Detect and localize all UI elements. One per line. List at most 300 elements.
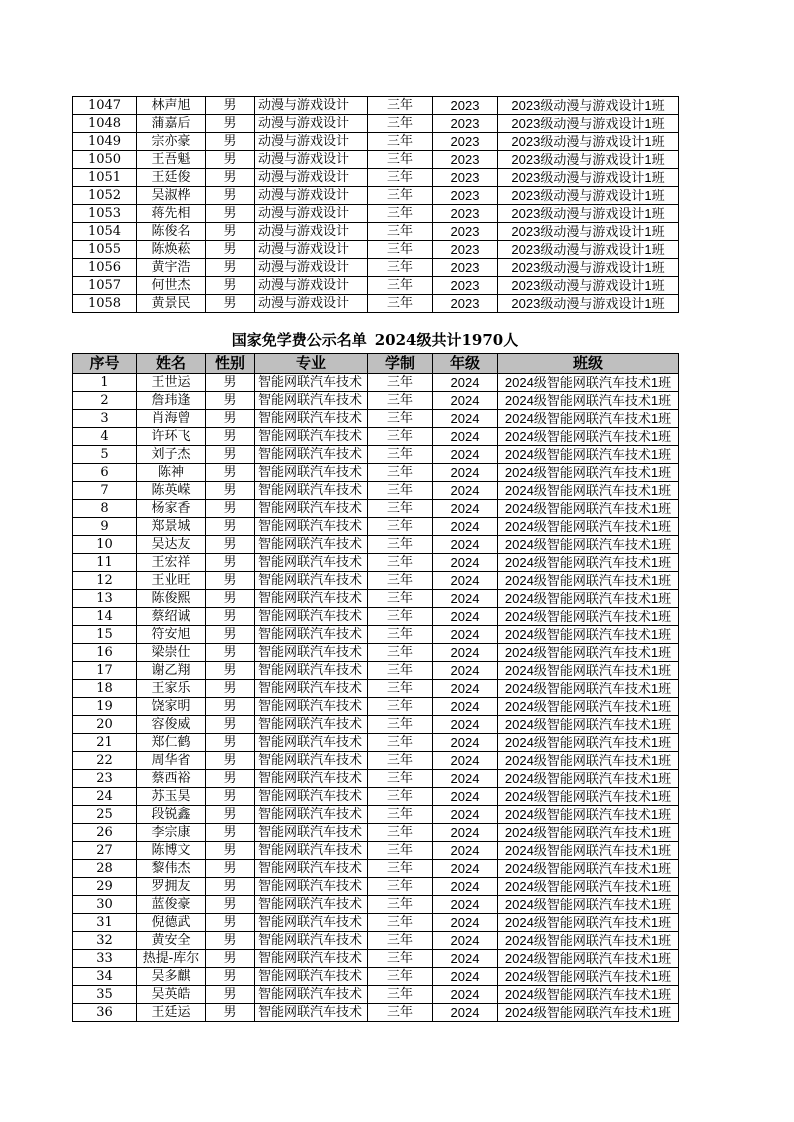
cell-no: 10 <box>73 536 137 554</box>
header-row <box>73 354 679 374</box>
cell-class: 2024级智能网联汽车技术1班 <box>498 500 679 518</box>
cell-major: 智能网联汽车技术 <box>255 428 368 446</box>
cell-duration: 三年 <box>368 824 433 842</box>
cell-sex: 男 <box>206 590 255 608</box>
header-no: 序号 <box>73 354 137 374</box>
table-row <box>73 1004 679 1022</box>
cell-no: 1049 <box>73 133 137 151</box>
cell-duration: 三年 <box>368 482 433 500</box>
cell-duration: 三年 <box>368 698 433 716</box>
table-row <box>73 133 679 151</box>
cell-major: 智能网联汽车技术 <box>255 788 368 806</box>
cell-class: 2023级动漫与游戏设计1班 <box>498 259 679 277</box>
cell-no: 1053 <box>73 205 137 223</box>
cell-name: 黄安全 <box>137 932 206 950</box>
cell-grade: 2023 <box>433 133 498 151</box>
cell-name: 王宏祥 <box>137 554 206 572</box>
cell-class: 2024级智能网联汽车技术1班 <box>498 482 679 500</box>
cell-major: 智能网联汽车技术 <box>255 464 368 482</box>
table-row <box>73 446 679 464</box>
cell-grade: 2024 <box>433 950 498 968</box>
cell-major: 智能网联汽车技术 <box>255 824 368 842</box>
cell-major: 智能网联汽车技术 <box>255 842 368 860</box>
cell-major: 智能网联汽车技术 <box>255 806 368 824</box>
cell-duration: 三年 <box>368 932 433 950</box>
previous-page-table <box>72 96 679 313</box>
cell-duration: 三年 <box>368 680 433 698</box>
table-row <box>73 241 679 259</box>
cell-duration: 三年 <box>368 608 433 626</box>
cell-grade: 2024 <box>433 644 498 662</box>
table-row <box>73 464 679 482</box>
cell-class: 2024级智能网联汽车技术1班 <box>498 752 679 770</box>
cell-grade: 2024 <box>433 860 498 878</box>
cell-no: 12 <box>73 572 137 590</box>
cell-class: 2023级动漫与游戏设计1班 <box>498 115 679 133</box>
cell-major: 动漫与游戏设计 <box>255 295 368 313</box>
cell-duration: 三年 <box>368 295 433 313</box>
table-row <box>73 734 679 752</box>
cell-name: 饶家明 <box>137 698 206 716</box>
main-title <box>72 329 678 350</box>
main-table-body <box>73 374 679 1022</box>
cell-grade: 2024 <box>433 1004 498 1022</box>
cell-name: 李宗康 <box>137 824 206 842</box>
cell-class: 2024级智能网联汽车技术1班 <box>498 950 679 968</box>
cell-no: 15 <box>73 626 137 644</box>
table-row <box>73 806 679 824</box>
cell-major: 智能网联汽车技术 <box>255 1004 368 1022</box>
cell-class: 2023级动漫与游戏设计1班 <box>498 151 679 169</box>
cell-no: 27 <box>73 842 137 860</box>
cell-no: 1056 <box>73 259 137 277</box>
cell-no: 22 <box>73 752 137 770</box>
cell-major: 智能网联汽车技术 <box>255 986 368 1004</box>
cell-grade: 2024 <box>433 716 498 734</box>
table-row <box>73 374 679 392</box>
cell-sex: 男 <box>206 518 255 536</box>
cell-sex: 男 <box>206 428 255 446</box>
cell-major: 智能网联汽车技术 <box>255 770 368 788</box>
cell-grade: 2024 <box>433 374 498 392</box>
cell-major: 智能网联汽车技术 <box>255 968 368 986</box>
cell-grade: 2024 <box>433 428 498 446</box>
table-row <box>73 151 679 169</box>
cell-duration: 三年 <box>368 662 433 680</box>
cell-class: 2024级智能网联汽车技术1班 <box>498 626 679 644</box>
cell-no: 1054 <box>73 223 137 241</box>
cell-class: 2024级智能网联汽车技术1班 <box>498 428 679 446</box>
cell-duration: 三年 <box>368 187 433 205</box>
cell-major: 智能网联汽车技术 <box>255 932 368 950</box>
cell-grade: 2024 <box>433 518 498 536</box>
table-row <box>73 205 679 223</box>
cell-class: 2024级智能网联汽车技术1班 <box>498 896 679 914</box>
cell-sex: 男 <box>206 788 255 806</box>
cell-class: 2023级动漫与游戏设计1班 <box>498 169 679 187</box>
cell-name: 吴英皓 <box>137 986 206 1004</box>
cell-major: 智能网联汽车技术 <box>255 500 368 518</box>
cell-sex: 男 <box>206 410 255 428</box>
table-row <box>73 770 679 788</box>
table-row <box>73 277 679 295</box>
cell-name: 陈焕菘 <box>137 241 206 259</box>
cell-name: 陈神 <box>137 464 206 482</box>
table-row <box>73 878 679 896</box>
table-row <box>73 115 679 133</box>
table-row <box>73 680 679 698</box>
cell-duration: 三年 <box>368 788 433 806</box>
cell-duration: 三年 <box>368 806 433 824</box>
table-row <box>73 572 679 590</box>
cell-no: 18 <box>73 680 137 698</box>
cell-class: 2024级智能网联汽车技术1班 <box>498 986 679 1004</box>
cell-name: 热提-库尔 <box>137 950 206 968</box>
cell-major: 智能网联汽车技术 <box>255 374 368 392</box>
cell-no: 34 <box>73 968 137 986</box>
table-row <box>73 97 679 115</box>
cell-sex: 男 <box>206 554 255 572</box>
cell-sex: 男 <box>206 608 255 626</box>
cell-major: 动漫与游戏设计 <box>255 133 368 151</box>
cell-duration: 三年 <box>368 223 433 241</box>
cell-class: 2024级智能网联汽车技术1班 <box>498 680 679 698</box>
cell-grade: 2024 <box>433 968 498 986</box>
cell-grade: 2023 <box>433 241 498 259</box>
cell-sex: 男 <box>206 295 255 313</box>
cell-class: 2024级智能网联汽车技术1班 <box>498 410 679 428</box>
cell-name: 林声旭 <box>137 97 206 115</box>
cell-duration: 三年 <box>368 554 433 572</box>
cell-class: 2024级智能网联汽车技术1班 <box>498 536 679 554</box>
cell-no: 3 <box>73 410 137 428</box>
cell-grade: 2023 <box>433 223 498 241</box>
cell-name: 王世运 <box>137 374 206 392</box>
cell-name: 符安旭 <box>137 626 206 644</box>
cell-class: 2024级智能网联汽车技术1班 <box>498 788 679 806</box>
previous-page-table-body <box>73 97 679 313</box>
cell-major: 智能网联汽车技术 <box>255 716 368 734</box>
cell-no: 1047 <box>73 97 137 115</box>
cell-name: 谢乙翔 <box>137 662 206 680</box>
cell-name: 蓝俊豪 <box>137 896 206 914</box>
cell-class: 2024级智能网联汽车技术1班 <box>498 842 679 860</box>
table-row <box>73 295 679 313</box>
cell-major: 动漫与游戏设计 <box>255 115 368 133</box>
cell-grade: 2024 <box>433 698 498 716</box>
cell-class: 2024级智能网联汽车技术1班 <box>498 554 679 572</box>
cell-name: 王家乐 <box>137 680 206 698</box>
cell-major: 智能网联汽车技术 <box>255 896 368 914</box>
table-row <box>73 842 679 860</box>
cell-name: 梁崇仕 <box>137 644 206 662</box>
header-class: 班级 <box>498 354 679 374</box>
cell-sex: 男 <box>206 662 255 680</box>
cell-grade: 2024 <box>433 446 498 464</box>
cell-sex: 男 <box>206 770 255 788</box>
cell-grade: 2023 <box>433 205 498 223</box>
cell-no: 1052 <box>73 187 137 205</box>
table-row <box>73 860 679 878</box>
cell-no: 2 <box>73 392 137 410</box>
cell-no: 16 <box>73 644 137 662</box>
cell-name: 陈俊熙 <box>137 590 206 608</box>
cell-class: 2024级智能网联汽车技术1班 <box>498 644 679 662</box>
table-row <box>73 554 679 572</box>
cell-grade: 2023 <box>433 169 498 187</box>
cell-no: 26 <box>73 824 137 842</box>
header-sex: 性别 <box>206 354 255 374</box>
cell-sex: 男 <box>206 151 255 169</box>
cell-class: 2024级智能网联汽车技术1班 <box>498 590 679 608</box>
table-row <box>73 788 679 806</box>
cell-major: 智能网联汽车技术 <box>255 446 368 464</box>
cell-class: 2023级动漫与游戏设计1班 <box>498 187 679 205</box>
cell-no: 1048 <box>73 115 137 133</box>
main-subtitle-text: 2024级共计1970人 <box>374 331 519 349</box>
cell-major: 智能网联汽车技术 <box>255 392 368 410</box>
cell-class: 2024级智能网联汽车技术1班 <box>498 860 679 878</box>
cell-grade: 2024 <box>433 734 498 752</box>
cell-no: 1058 <box>73 295 137 313</box>
cell-name: 周华省 <box>137 752 206 770</box>
table-row <box>73 259 679 277</box>
cell-sex: 男 <box>206 205 255 223</box>
cell-name: 王业旺 <box>137 572 206 590</box>
table-row <box>73 392 679 410</box>
cell-major: 动漫与游戏设计 <box>255 97 368 115</box>
cell-grade: 2024 <box>433 590 498 608</box>
cell-grade: 2024 <box>433 680 498 698</box>
cell-duration: 三年 <box>368 986 433 1004</box>
cell-name: 罗拥友 <box>137 878 206 896</box>
cell-no: 4 <box>73 428 137 446</box>
cell-major: 动漫与游戏设计 <box>255 277 368 295</box>
cell-sex: 男 <box>206 716 255 734</box>
cell-grade: 2024 <box>433 662 498 680</box>
cell-class: 2024级智能网联汽车技术1班 <box>498 374 679 392</box>
cell-grade: 2024 <box>433 878 498 896</box>
cell-name: 杨家香 <box>137 500 206 518</box>
cell-duration: 三年 <box>368 752 433 770</box>
cell-sex: 男 <box>206 374 255 392</box>
cell-duration: 三年 <box>368 896 433 914</box>
cell-class: 2023级动漫与游戏设计1班 <box>498 277 679 295</box>
cell-sex: 男 <box>206 986 255 1004</box>
cell-grade: 2024 <box>433 626 498 644</box>
cell-no: 20 <box>73 716 137 734</box>
cell-duration: 三年 <box>368 374 433 392</box>
cell-name: 陈俊名 <box>137 223 206 241</box>
table-row <box>73 428 679 446</box>
cell-duration: 三年 <box>368 536 433 554</box>
cell-sex: 男 <box>206 482 255 500</box>
cell-major: 智能网联汽车技术 <box>255 608 368 626</box>
table-row <box>73 590 679 608</box>
cell-class: 2023级动漫与游戏设计1班 <box>498 223 679 241</box>
cell-class: 2024级智能网联汽车技术1班 <box>498 734 679 752</box>
cell-class: 2023级动漫与游戏设计1班 <box>498 133 679 151</box>
cell-major: 智能网联汽车技术 <box>255 536 368 554</box>
table-row <box>73 932 679 950</box>
cell-sex: 男 <box>206 223 255 241</box>
cell-sex: 男 <box>206 241 255 259</box>
cell-major: 动漫与游戏设计 <box>255 169 368 187</box>
cell-major: 智能网联汽车技术 <box>255 554 368 572</box>
cell-grade: 2024 <box>433 986 498 1004</box>
table-row <box>73 950 679 968</box>
cell-major: 动漫与游戏设计 <box>255 187 368 205</box>
cell-grade: 2023 <box>433 151 498 169</box>
cell-name: 陈英嵘 <box>137 482 206 500</box>
cell-major: 智能网联汽车技术 <box>255 914 368 932</box>
header-duration: 学制 <box>368 354 433 374</box>
cell-grade: 2024 <box>433 806 498 824</box>
cell-no: 7 <box>73 482 137 500</box>
cell-no: 25 <box>73 806 137 824</box>
cell-class: 2024级智能网联汽车技术1班 <box>498 518 679 536</box>
cell-grade: 2024 <box>433 392 498 410</box>
cell-grade: 2024 <box>433 500 498 518</box>
cell-grade: 2024 <box>433 482 498 500</box>
cell-duration: 三年 <box>368 1004 433 1022</box>
cell-sex: 男 <box>206 734 255 752</box>
cell-major: 智能网联汽车技术 <box>255 518 368 536</box>
cell-name: 黄景民 <box>137 295 206 313</box>
cell-major: 智能网联汽车技术 <box>255 698 368 716</box>
cell-sex: 男 <box>206 1004 255 1022</box>
cell-name: 刘子杰 <box>137 446 206 464</box>
cell-duration: 三年 <box>368 446 433 464</box>
cell-name: 王廷俊 <box>137 169 206 187</box>
cell-grade: 2023 <box>433 259 498 277</box>
cell-sex: 男 <box>206 446 255 464</box>
cell-no: 21 <box>73 734 137 752</box>
cell-name: 詹玮逢 <box>137 392 206 410</box>
cell-duration: 三年 <box>368 115 433 133</box>
cell-duration: 三年 <box>368 590 433 608</box>
cell-name: 肖海曾 <box>137 410 206 428</box>
cell-duration: 三年 <box>368 518 433 536</box>
cell-major: 智能网联汽车技术 <box>255 572 368 590</box>
table-row <box>73 986 679 1004</box>
cell-duration: 三年 <box>368 842 433 860</box>
cell-sex: 男 <box>206 878 255 896</box>
cell-name: 郑仁鹤 <box>137 734 206 752</box>
cell-duration: 三年 <box>368 241 433 259</box>
cell-name: 吴淑桦 <box>137 187 206 205</box>
cell-class: 2023级动漫与游戏设计1班 <box>498 295 679 313</box>
cell-duration: 三年 <box>368 410 433 428</box>
cell-grade: 2024 <box>433 896 498 914</box>
cell-no: 1050 <box>73 151 137 169</box>
cell-sex: 男 <box>206 464 255 482</box>
cell-name: 吴多麒 <box>137 968 206 986</box>
cell-grade: 2024 <box>433 464 498 482</box>
table-row <box>73 518 679 536</box>
cell-class: 2024级智能网联汽车技术1班 <box>498 572 679 590</box>
cell-class: 2024级智能网联汽车技术1班 <box>498 464 679 482</box>
cell-no: 14 <box>73 608 137 626</box>
cell-class: 2023级动漫与游戏设计1班 <box>498 205 679 223</box>
cell-class: 2024级智能网联汽车技术1班 <box>498 698 679 716</box>
cell-sex: 男 <box>206 392 255 410</box>
cell-duration: 三年 <box>368 572 433 590</box>
cell-grade: 2024 <box>433 770 498 788</box>
cell-sex: 男 <box>206 572 255 590</box>
table-row <box>73 608 679 626</box>
cell-sex: 男 <box>206 914 255 932</box>
cell-class: 2024级智能网联汽车技术1班 <box>498 824 679 842</box>
cell-sex: 男 <box>206 896 255 914</box>
cell-sex: 男 <box>206 536 255 554</box>
cell-major: 动漫与游戏设计 <box>255 151 368 169</box>
cell-no: 17 <box>73 662 137 680</box>
cell-no: 23 <box>73 770 137 788</box>
cell-sex: 男 <box>206 968 255 986</box>
cell-duration: 三年 <box>368 860 433 878</box>
cell-no: 1057 <box>73 277 137 295</box>
table-row <box>73 500 679 518</box>
cell-grade: 2024 <box>433 572 498 590</box>
cell-duration: 三年 <box>368 914 433 932</box>
header-name: 姓名 <box>137 354 206 374</box>
cell-major: 动漫与游戏设计 <box>255 205 368 223</box>
cell-name: 黎伟杰 <box>137 860 206 878</box>
cell-grade: 2023 <box>433 277 498 295</box>
cell-name: 苏玉昊 <box>137 788 206 806</box>
table-row <box>73 896 679 914</box>
cell-major: 智能网联汽车技术 <box>255 860 368 878</box>
cell-sex: 男 <box>206 187 255 205</box>
cell-name: 蒲嘉后 <box>137 115 206 133</box>
cell-no: 1 <box>73 374 137 392</box>
cell-sex: 男 <box>206 259 255 277</box>
table-row <box>73 752 679 770</box>
cell-major: 智能网联汽车技术 <box>255 590 368 608</box>
table-row <box>73 716 679 734</box>
cell-major: 智能网联汽车技术 <box>255 878 368 896</box>
cell-class: 2023级动漫与游戏设计1班 <box>498 241 679 259</box>
cell-major: 智能网联汽车技术 <box>255 950 368 968</box>
cell-no: 28 <box>73 860 137 878</box>
cell-sex: 男 <box>206 932 255 950</box>
cell-no: 1051 <box>73 169 137 187</box>
cell-duration: 三年 <box>368 734 433 752</box>
table-row <box>73 914 679 932</box>
cell-class: 2024级智能网联汽车技术1班 <box>498 392 679 410</box>
cell-no: 1055 <box>73 241 137 259</box>
cell-duration: 三年 <box>368 968 433 986</box>
cell-sex: 男 <box>206 277 255 295</box>
cell-duration: 三年 <box>368 950 433 968</box>
cell-major: 动漫与游戏设计 <box>255 259 368 277</box>
cell-sex: 男 <box>206 644 255 662</box>
cell-major: 智能网联汽车技术 <box>255 644 368 662</box>
cell-grade: 2024 <box>433 842 498 860</box>
main-table <box>72 353 679 1022</box>
cell-class: 2024级智能网联汽车技术1班 <box>498 608 679 626</box>
cell-class: 2024级智能网联汽车技术1班 <box>498 932 679 950</box>
cell-sex: 男 <box>206 698 255 716</box>
table-row <box>73 698 679 716</box>
cell-class: 2024级智能网联汽车技术1班 <box>498 914 679 932</box>
table-row <box>73 536 679 554</box>
cell-duration: 三年 <box>368 716 433 734</box>
cell-sex: 男 <box>206 806 255 824</box>
cell-grade: 2024 <box>433 554 498 572</box>
cell-no: 5 <box>73 446 137 464</box>
